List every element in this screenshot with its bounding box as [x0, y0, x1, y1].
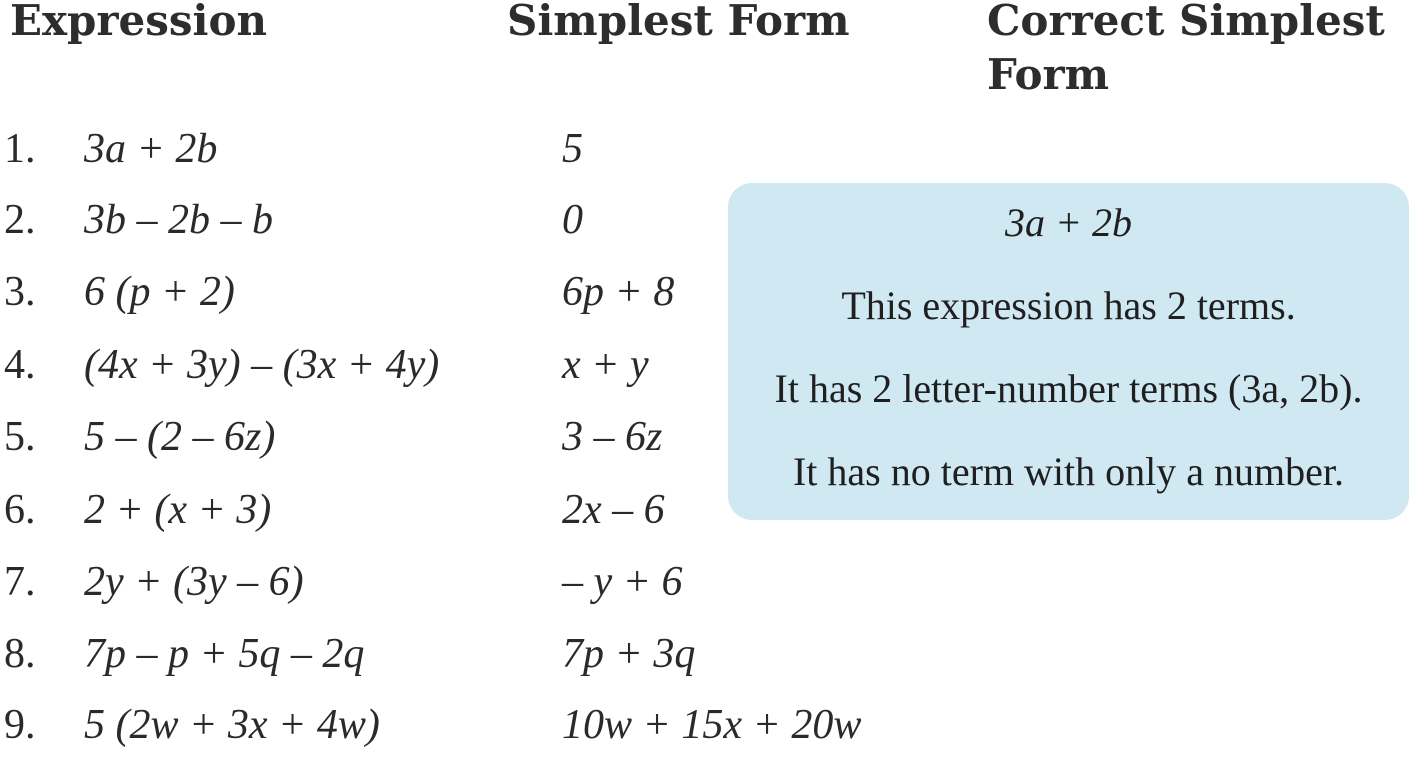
row-expression: 6 (p + 2)	[84, 269, 235, 315]
row-expression: 5 – (2 – 6z)	[84, 414, 276, 460]
header-simplest-form: Simplest Form	[507, 0, 850, 45]
row-number: 2.	[4, 197, 36, 243]
header-expression: Expression	[10, 0, 268, 45]
row-simplest-form: 2x – 6	[562, 487, 665, 533]
row-number: 4.	[4, 342, 36, 388]
correct-form-callout	[728, 183, 1409, 520]
callout-line-letter-number-terms: It has 2 letter-number terms (3a, 2b).	[774, 366, 1363, 411]
row-number: 6.	[4, 487, 36, 533]
callout-line-terms: This expression has 2 terms.	[841, 283, 1296, 328]
row-simplest-form: – y + 6	[562, 559, 683, 605]
row-expression: 7p – p + 5q – 2q	[84, 631, 365, 677]
table-row	[0, 618, 940, 690]
row-number: 9.	[4, 702, 36, 748]
table-row	[0, 689, 940, 761]
row-simplest-form: 10w + 15x + 20w	[562, 702, 862, 748]
row-expression: 2 + (x + 3)	[84, 487, 272, 533]
row-expression: 2y + (3y – 6)	[84, 559, 304, 605]
row-simplest-form: 0	[562, 197, 583, 243]
row-expression: 3b – 2b – b	[84, 197, 273, 243]
row-number: 5.	[4, 414, 36, 460]
row-simplest-form: 5	[562, 126, 583, 172]
row-expression: 5 (2w + 3x + 4w)	[84, 702, 380, 748]
table-row	[0, 113, 940, 185]
row-number: 7.	[4, 559, 36, 605]
row-simplest-form: x + y	[562, 342, 649, 388]
row-number: 3.	[4, 269, 36, 315]
row-simplest-form: 3 – 6z	[562, 414, 663, 460]
callout-expression: 3a + 2b	[1005, 200, 1132, 245]
row-number: 8.	[4, 631, 36, 677]
callout-line-number-term: It has no term with only a number.	[792, 449, 1344, 494]
row-expression: (4x + 3y) – (3x + 4y)	[84, 342, 440, 388]
row-number: 1.	[4, 126, 36, 172]
row-simplest-form: 6p + 8	[562, 269, 675, 315]
table-row	[0, 546, 940, 618]
header-correct-simplest-form: Correct Simplest Form	[987, 0, 1385, 99]
row-expression: 3a + 2b	[84, 126, 218, 172]
row-simplest-form: 7p + 3q	[562, 631, 696, 677]
